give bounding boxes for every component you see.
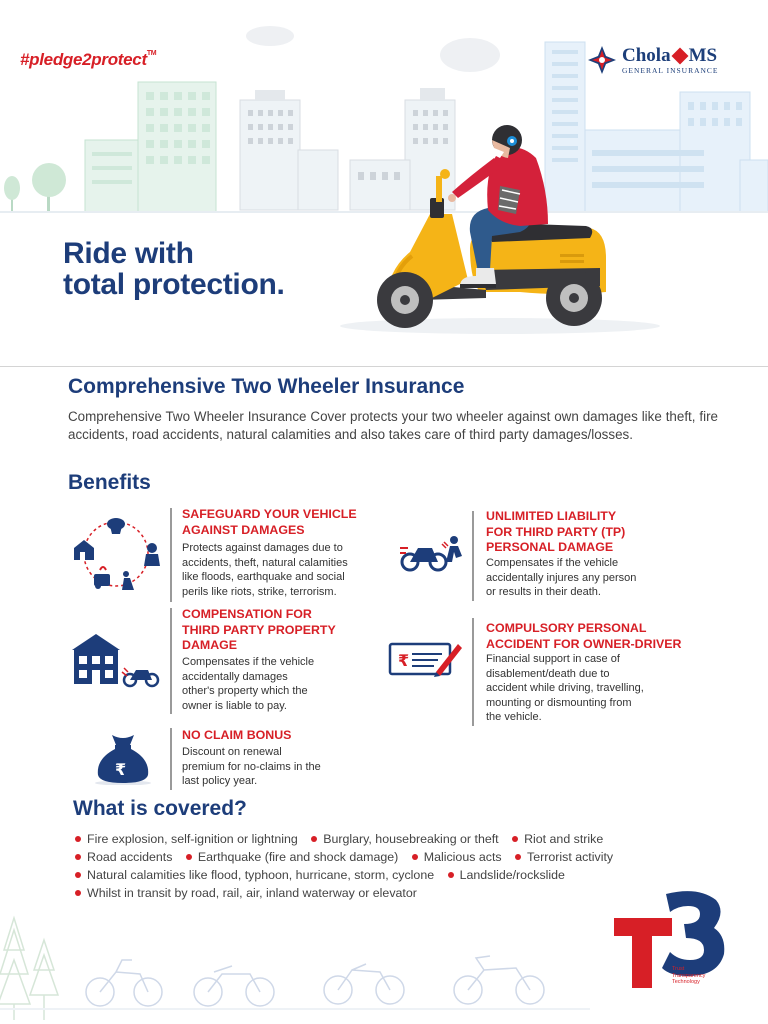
benefit-heading: SAFEGUARD YOUR VEHICLE AGAINST DAMAGES	[182, 507, 357, 537]
covered-item: Whilst in transit by road, rail, air, inland waterway or elevator	[75, 886, 417, 900]
benefit-heading: COMPENSATION FOR THIRD PARTY PROPERTY DAMAGE	[182, 607, 336, 652]
covered-title: What is covered?	[73, 797, 247, 820]
hero-title	[63, 238, 285, 300]
covered-item: Natural calamities like flood, typhoon, hurricane, storm, cyclone	[75, 868, 434, 882]
cheque-pen-icon	[388, 638, 464, 678]
hero-title-line1: Ride with	[63, 237, 194, 270]
hero-title-line2: total protection.	[63, 268, 285, 301]
covered-line	[75, 832, 613, 846]
t3-tagline: Trust Transparency Technology	[672, 966, 706, 985]
logo-name: Chola MS	[622, 44, 718, 66]
benefit-body: Compensates if the vehicle accidentally damages other's property which the owner is liable to pay.	[182, 656, 315, 712]
logo-subtitle: GENERAL INSURANCE	[622, 65, 719, 75]
benefit-divider	[472, 511, 474, 601]
covered-item: Earthquake (fire and shock damage)	[186, 850, 398, 864]
intro-text: Comprehensive Two Wheeler Insurance Cover protects your two wheeler against own damages like theft, fire accidents, road accidents, natural calamities and also takes care of third party damages/losses.	[68, 409, 718, 442]
benefit-divider	[170, 728, 172, 790]
hero-divider	[0, 366, 768, 367]
benefit-body: Discount on renewal premium for no-claims in the last policy year.	[182, 746, 321, 788]
hashtag-text: #pledge2protect	[20, 50, 147, 69]
hashtag-tm: TM	[146, 50, 157, 57]
benefit-heading: NO CLAIM BONUS	[182, 728, 292, 742]
benefit-body: Protects against damages due to accidents, theft, natural calamities like floods, earthquake and social perils like riots, strike, terrorism.	[182, 542, 348, 598]
intro-title: Comprehensive Two Wheeler Insurance	[68, 375, 465, 398]
covered-item: Landslide/rockslide	[448, 868, 565, 882]
benefit-body: Financial support in case of disablement/death due to accident while driving, travelling, mounting or dismounting from the vehicle.	[486, 653, 644, 724]
covered-item: Burglary, housebreaking or theft	[311, 832, 498, 846]
chola-ms-emblem-icon	[586, 44, 618, 76]
chola-ms-logo	[586, 44, 719, 76]
pledge2protect-hashtag	[20, 50, 156, 70]
benefit-body: Compensates if the vehicle accidentally injures any person or results in their death.	[486, 557, 637, 599]
covered-item: Terrorist activity	[515, 850, 613, 864]
covered-item: Fire explosion, self-ignition or lightning	[75, 832, 298, 846]
svg-text:₹: ₹	[115, 760, 127, 779]
house-bike-icon	[70, 632, 162, 688]
svg-text:₹: ₹	[398, 651, 410, 670]
hero-banner	[0, 0, 768, 366]
benefit-heading: UNLIMITED LIABILITY FOR THIRD PARTY (TP) PERSONAL DAMAGE	[486, 509, 626, 554]
benefits-title: Benefits	[68, 471, 151, 494]
covered-line	[75, 850, 623, 864]
covered-line	[75, 886, 427, 900]
benefit-divider	[170, 608, 172, 714]
ms-diamond-icon	[671, 48, 688, 65]
benefit-divider	[472, 618, 474, 726]
rupee-bag-icon	[92, 733, 154, 785]
shield-damage-icon	[70, 512, 162, 594]
covered-item: Malicious acts	[412, 850, 502, 864]
covered-item: Riot and strike	[512, 832, 603, 846]
covered-item: Road accidents	[75, 850, 172, 864]
benefit-divider	[170, 508, 172, 602]
covered-line	[75, 868, 575, 882]
motorbike-injury-icon	[398, 534, 464, 572]
benefit-heading: COMPULSORY PERSONAL ACCIDENT FOR OWNER-DRIVER	[486, 621, 682, 651]
t3-logo-icon	[608, 888, 728, 988]
